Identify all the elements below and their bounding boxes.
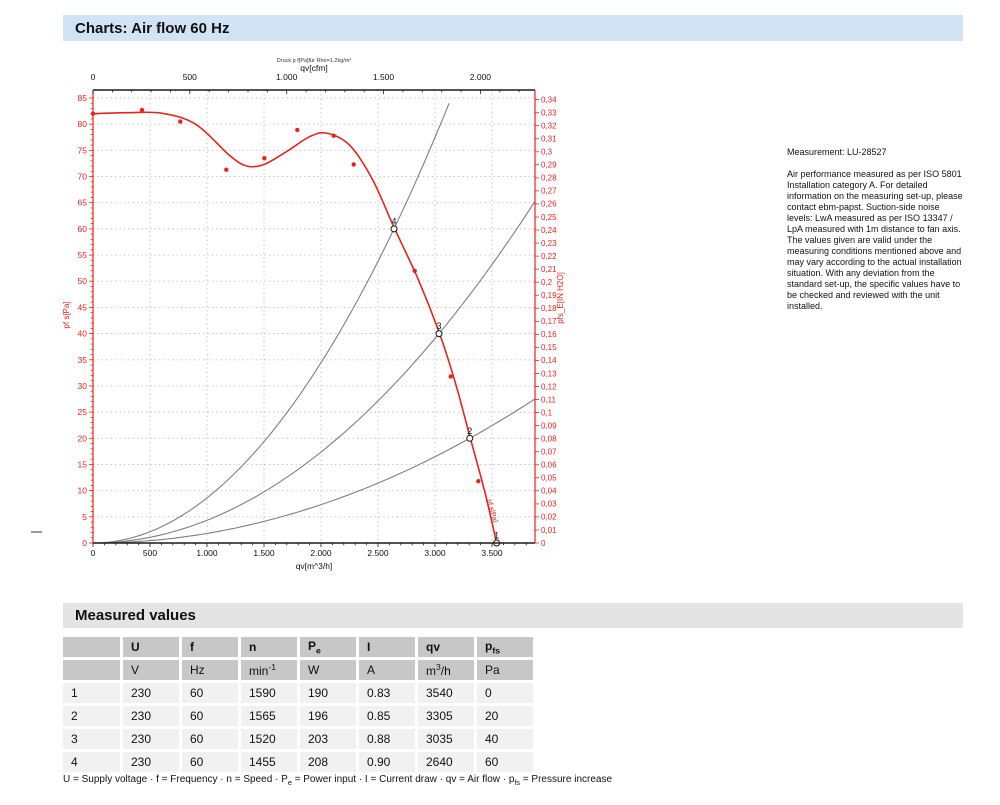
- table-header-cell: I: [359, 637, 415, 657]
- operating-point-label: 3: [436, 321, 442, 332]
- bottom-axis-title: qv[m^3/h]: [295, 561, 333, 571]
- table-header-row: [63, 637, 533, 657]
- table-cell: 230: [123, 683, 179, 703]
- table-cell: 3: [63, 729, 120, 749]
- margin-mark: [31, 531, 42, 533]
- svg-text:55: 55: [77, 250, 87, 261]
- table-cell: 60: [182, 683, 238, 703]
- airflow-chart-svg: [60, 55, 580, 580]
- svg-text:2.500: 2.500: [367, 548, 389, 558]
- table-header-cell: $\min^{-1}$: [241, 660, 297, 680]
- svg-text:0,04: 0,04: [541, 486, 557, 496]
- svg-text:2.000: 2.000: [310, 548, 332, 558]
- legend-text: U = Supply voltage · f = Frequency · n = Speed · $P_e$ = Power input · I = Current draw · qv = Air flow · $p_{fs}$ = Pressure increase: [63, 774, 613, 787]
- measured-dots: [91, 108, 481, 484]
- table-cell: 196: [300, 706, 356, 726]
- table-cell: 0.88: [359, 729, 415, 749]
- bottom-axis-labels: [91, 548, 503, 558]
- chart-title: Druck p f[Pa]für Rho=1.2kg/m³: [276, 58, 352, 64]
- table-header-cell: f: [182, 637, 238, 657]
- svg-text:30: 30: [77, 380, 87, 391]
- table-cell: 1520: [241, 729, 297, 749]
- svg-text:0,06: 0,06: [541, 460, 557, 470]
- svg-text:2.000: 2.000: [469, 72, 492, 82]
- svg-text:0,11: 0,11: [541, 395, 556, 405]
- table-cell: 230: [123, 752, 179, 772]
- table-header-cell: $p_{fs}$: [477, 637, 533, 657]
- svg-text:0,26: 0,26: [541, 199, 557, 209]
- table-cell: 60: [182, 752, 238, 772]
- svg-text:60: 60: [77, 223, 87, 234]
- operating-point-marker: [391, 226, 397, 232]
- operating-point-marker: [467, 435, 473, 441]
- system-curves: [93, 103, 535, 543]
- svg-text:10: 10: [77, 485, 87, 496]
- notes-paragraph: Air performance measured as per ISO 5801 Installation category A. For detailed information on the measuring set-up, please contact ebm-papst. Suction-side noise levels: LwA measured as per ISO 13347 / LpA measured with 1m distance to fan axis. The values given are valid under the measuring conditions mentioned above and may vary according to the actual installation situation. With any deviation from the standard set-up, the specific values have to be checked and reviewed with the unit installed.: [787, 169, 963, 311]
- svg-text:70: 70: [77, 171, 87, 182]
- svg-text:0,17: 0,17: [541, 317, 557, 327]
- svg-text:0,33: 0,33: [541, 108, 557, 118]
- svg-text:0,07: 0,07: [541, 447, 557, 457]
- svg-text:500: 500: [182, 72, 197, 82]
- svg-text:0,03: 0,03: [541, 499, 557, 509]
- svg-text:0,34: 0,34: [541, 95, 557, 105]
- svg-text:85: 85: [77, 93, 87, 103]
- table-cell: 1: [63, 683, 120, 703]
- table-cell: 2: [63, 706, 120, 726]
- table-header-cell: qv: [418, 637, 474, 657]
- table-header-cell: [63, 637, 120, 657]
- table-cell: 0: [477, 683, 533, 703]
- right-axis-title: pfs_E[IN H2O]: [556, 272, 565, 324]
- svg-text:0,09: 0,09: [541, 421, 557, 431]
- svg-text:0,29: 0,29: [541, 160, 557, 170]
- measured-values-bar: [63, 603, 963, 628]
- table-cell: 40: [477, 729, 533, 749]
- svg-text:0,21: 0,21: [541, 264, 557, 274]
- svg-text:0,01: 0,01: [541, 525, 557, 535]
- measured-values-title: Measured values: [75, 607, 196, 624]
- svg-text:0,32: 0,32: [541, 121, 557, 131]
- top-axis-title: qv[cfm]: [300, 63, 328, 73]
- measurement-id: Measurement: LU-28527: [787, 147, 887, 157]
- table-header-cell: $m^3/h$: [418, 660, 474, 680]
- svg-text:0,2: 0,2: [541, 278, 553, 287]
- table-cell: 3305: [418, 706, 474, 726]
- table-header-cell: A: [359, 660, 415, 680]
- svg-text:0,08: 0,08: [541, 434, 557, 444]
- table-cell: 2640: [418, 752, 474, 772]
- table-cell: 4: [63, 752, 120, 772]
- svg-text:0,18: 0,18: [541, 304, 557, 314]
- airflow-chart: [60, 55, 580, 580]
- table-cell: 203: [300, 729, 356, 749]
- operating-point-label: 4: [391, 216, 397, 227]
- table-header-cell: Hz: [182, 660, 238, 680]
- svg-text:45: 45: [77, 302, 87, 313]
- table-cell: 60: [477, 752, 533, 772]
- operating-point-label: 1: [494, 530, 500, 541]
- measurement-notes: [787, 147, 967, 312]
- table-cell: 3540: [418, 683, 474, 703]
- table-header-cell: n: [241, 637, 297, 657]
- system-curve-4: [93, 103, 449, 543]
- svg-text:3.500: 3.500: [481, 548, 503, 558]
- svg-text:5: 5: [82, 511, 87, 522]
- table-cell: 230: [123, 706, 179, 726]
- table-cell: 208: [300, 752, 356, 772]
- svg-text:15: 15: [77, 459, 87, 470]
- svg-text:3.000: 3.000: [424, 548, 446, 558]
- svg-text:0: 0: [90, 72, 96, 82]
- svg-text:1.500: 1.500: [372, 72, 395, 82]
- svg-text:0: 0: [90, 548, 96, 558]
- svg-text:0,05: 0,05: [541, 473, 557, 483]
- table-cell: 0.90: [359, 752, 415, 772]
- svg-text:500: 500: [142, 548, 158, 558]
- curve-inline-label: pf s[Pa]: [485, 498, 499, 524]
- table-units-row: [63, 660, 533, 680]
- svg-text:0: 0: [82, 538, 87, 548]
- svg-text:0,16: 0,16: [541, 330, 557, 340]
- table-cell: 60: [182, 729, 238, 749]
- right-axis-labels: [541, 95, 557, 547]
- left-axis-title: pf s[Pa]: [62, 301, 71, 329]
- table-row: [63, 729, 533, 749]
- svg-text:0,02: 0,02: [541, 512, 557, 522]
- svg-text:0,25: 0,25: [541, 212, 557, 222]
- svg-text:0,15: 0,15: [541, 343, 557, 353]
- svg-text:0,1: 0,1: [541, 408, 553, 418]
- table-cell: 1565: [241, 706, 297, 726]
- svg-text:0,19: 0,19: [541, 291, 557, 300]
- svg-text:65: 65: [77, 197, 87, 208]
- svg-text:0,27: 0,27: [541, 186, 557, 196]
- measured-values-table: [60, 634, 536, 775]
- table-header-cell: U: [123, 637, 179, 657]
- svg-text:0,14: 0,14: [541, 356, 557, 366]
- svg-text:1.000: 1.000: [276, 72, 298, 82]
- svg-text:40: 40: [77, 328, 87, 339]
- table-header-cell: W: [300, 660, 356, 680]
- svg-text:0,12: 0,12: [541, 382, 557, 392]
- svg-text:1.000: 1.000: [196, 548, 218, 558]
- system-curve-2: [93, 399, 535, 543]
- top-axis-labels: [91, 72, 492, 82]
- svg-text:0,31: 0,31: [541, 134, 557, 144]
- table-cell: 230: [123, 729, 179, 749]
- svg-text:35: 35: [77, 354, 87, 365]
- table-header-cell: V: [123, 660, 179, 680]
- table-cell: 0.85: [359, 706, 415, 726]
- table-cell: 1590: [241, 683, 297, 703]
- operating-point-label: 2: [467, 425, 473, 436]
- left-axis-labels: [78, 93, 88, 548]
- table-cell: 0.83: [359, 683, 415, 703]
- table-row: [63, 706, 533, 726]
- system-curve-3: [93, 201, 535, 543]
- operating-point-marker: [436, 331, 442, 337]
- svg-text:0,28: 0,28: [541, 173, 557, 183]
- page-title: Charts: Air flow 60 Hz: [75, 19, 230, 37]
- svg-text:0,13: 0,13: [541, 369, 557, 379]
- gridlines: [93, 90, 535, 543]
- svg-text:1.500: 1.500: [253, 548, 275, 558]
- svg-text:0,3: 0,3: [541, 147, 553, 157]
- page-title-bar: [63, 15, 963, 41]
- table-header-cell: $P_e$: [300, 637, 356, 657]
- svg-text:0,24: 0,24: [541, 225, 557, 235]
- svg-text:20: 20: [77, 433, 87, 444]
- svg-text:0,22: 0,22: [541, 251, 557, 261]
- table-cell: 3035: [418, 729, 474, 749]
- table-row: [63, 683, 533, 703]
- svg-text:0: 0: [541, 538, 546, 548]
- table-cell: 60: [182, 706, 238, 726]
- operating-points: [391, 216, 500, 546]
- svg-text:75: 75: [77, 145, 87, 156]
- svg-text:25: 25: [77, 407, 87, 418]
- table-cell: 20: [477, 706, 533, 726]
- table-header-cell: Pa: [477, 660, 533, 680]
- table-row: [63, 752, 533, 772]
- svg-text:50: 50: [77, 276, 87, 287]
- svg-text:80: 80: [77, 119, 87, 130]
- table-cell: 190: [300, 683, 356, 703]
- table-cell: 1455: [241, 752, 297, 772]
- svg-text:0,23: 0,23: [541, 238, 557, 248]
- table-header-cell: [63, 660, 120, 680]
